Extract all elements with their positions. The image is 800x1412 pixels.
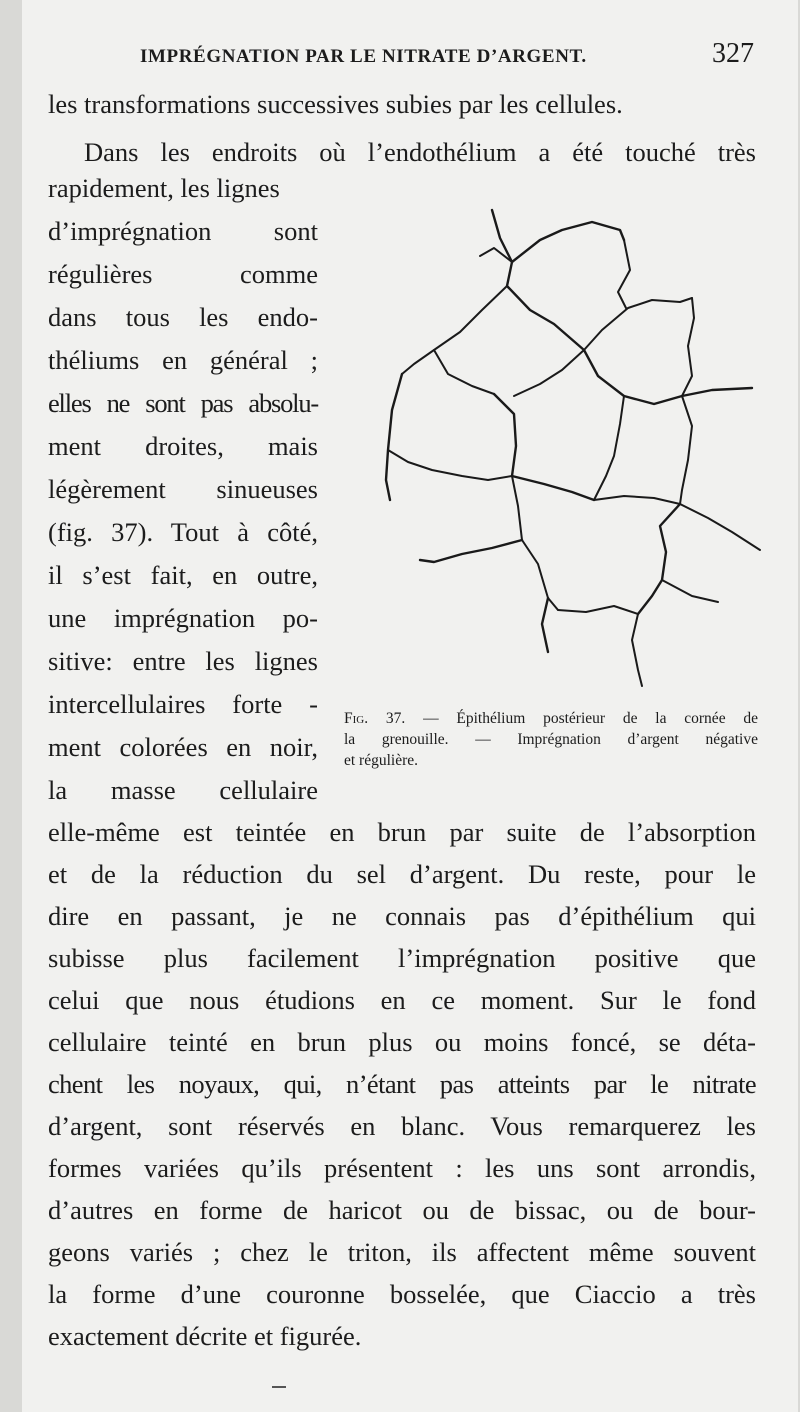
body-line: elles ne sont pas absolu- (48, 388, 318, 418)
cell-boundary-line (420, 540, 522, 562)
body-line: ment droites, mais (48, 431, 318, 461)
page-number: 327 (712, 38, 754, 69)
caption-line-1 (344, 708, 758, 729)
footer-mark (272, 1386, 286, 1388)
cell-boundary-line (434, 350, 494, 394)
body-line: formes variées qu’ils présentent : les uns sont arrondis, (48, 1153, 756, 1183)
cell-boundary-line (512, 476, 594, 500)
running-title: IMPRÉGNATION PAR LE NITRATE D’ARGENT. (140, 46, 587, 67)
cell-boundary-line (522, 540, 558, 610)
caption-line-3: et régulière. (344, 752, 419, 769)
body-line: d’autres en forme de haricot ou de bissac, ou de bour- (48, 1195, 756, 1225)
body-line: (fig. 37). Tout à côté, (48, 517, 318, 547)
book-page (22, 0, 798, 1412)
body-line: rapidement, les lignes (48, 173, 280, 203)
body-line: intercellulaires forte - (48, 689, 318, 719)
body-line: et de la réduction du sel d’argent. Du reste, pour le (48, 859, 756, 889)
body-line: cellulaire teinté en brun plus ou moins foncé, se déta- (48, 1027, 756, 1057)
body-line: les transformations successives subies par les cellules. (48, 89, 623, 119)
running-header (22, 38, 798, 82)
cell-boundary-line (386, 374, 402, 500)
cell-boundary-line (558, 606, 638, 614)
cell-boundary-line (682, 298, 694, 396)
caption-text: — Épithélium postérieur de la cornée de (423, 710, 759, 727)
cell-boundary-line (662, 580, 718, 602)
cell-boundary-line (584, 298, 692, 350)
cell-boundary-line (507, 262, 584, 350)
body-line: légèrement sinueuses (48, 474, 318, 504)
body-line: la masse cellulaire (48, 775, 318, 805)
cell-boundary-line (638, 504, 680, 614)
figure-label: Fig. 37. (344, 710, 406, 727)
cell-network-svg (362, 200, 762, 690)
cell-boundary-line (584, 350, 752, 404)
body-line: une imprégnation po- (48, 603, 318, 633)
figure-37-drawing (362, 200, 762, 690)
caption-line-2: la grenouille. — Imprégnation d’argent négative (344, 731, 758, 748)
body-line: subisse plus facilement l’imprégnation positive que (48, 943, 756, 973)
body-line: la forme d’une couronne bosselée, que Ciaccio a très (48, 1279, 756, 1309)
cell-boundary-line (594, 396, 624, 500)
cell-boundary-line (388, 450, 512, 480)
body-line: ment colorées en noir, (48, 732, 318, 762)
body-line: dans tous les endo- (48, 302, 318, 332)
body-line: geons variés ; chez le triton, ils affectent même souvent (48, 1237, 756, 1267)
body-line: il s’est fait, en outre, (48, 560, 318, 590)
cell-boundary-line (594, 496, 760, 550)
body-line: dire en passant, je ne connais pas d’épithélium qui (48, 901, 756, 931)
body-line: d’argent, sont réservés en blanc. Vous remarquerez les (48, 1111, 756, 1141)
body-line: régulières comme (48, 259, 318, 289)
cell-boundary-line (542, 598, 548, 652)
body-line: exactement décrite et figurée. (48, 1321, 362, 1351)
body-line: chent les noyaux, qui, n’étant pas atteints par le nitrate (48, 1069, 756, 1099)
body-line: d’imprégnation sont (48, 216, 318, 246)
cell-boundary-line (402, 286, 507, 374)
cell-boundary-line (632, 614, 642, 686)
body-line: sitive: entre les lignes (48, 646, 318, 676)
figure-caption (344, 708, 758, 771)
cell-boundary-line (514, 350, 584, 396)
cell-boundary-line (494, 394, 516, 476)
cell-boundary-line (492, 210, 624, 262)
cell-boundary-line (512, 476, 522, 540)
cell-boundary-line (680, 396, 692, 504)
body-line: elle-même est teintée en brun par suite de l’absorption (48, 817, 756, 847)
body-line: théliums en général ; (48, 345, 318, 375)
body-line: celui que nous étudions en ce moment. Sur le fond (48, 985, 756, 1015)
body-line: Dans les endroits où l’endothélium a été touché très (84, 137, 756, 167)
cell-boundary-line (618, 240, 630, 308)
